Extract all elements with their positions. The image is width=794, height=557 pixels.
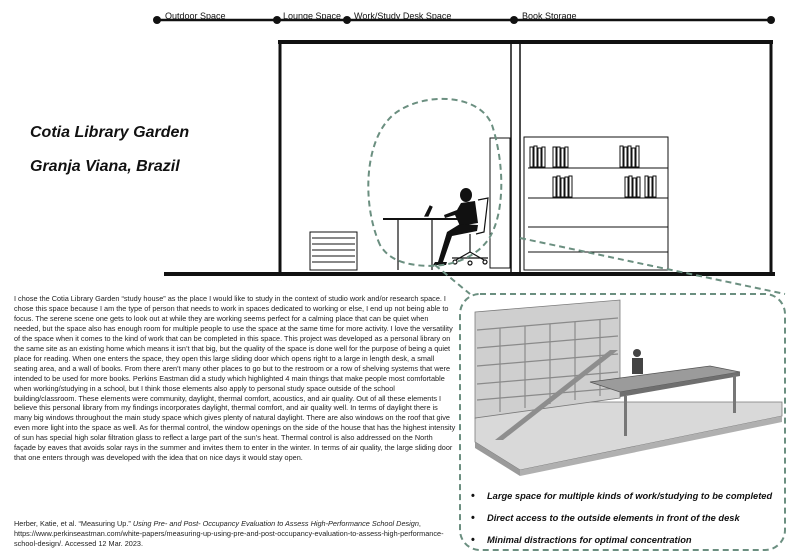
bookshelf-frame — [524, 137, 668, 270]
callout-connector — [435, 265, 470, 294]
books-top-right — [620, 146, 639, 167]
citation — [14, 519, 456, 549]
zone-label-lounge: Lounge Space — [283, 11, 342, 21]
interior-3d-render — [475, 300, 782, 476]
callout-connector — [520, 238, 785, 294]
zone-label-outdoor: Outdoor Space — [165, 11, 226, 21]
zone-label-desk: Work/Study Desk Space — [354, 11, 452, 21]
section-bookshelf — [524, 137, 668, 270]
timeline-marker-end — [767, 16, 775, 24]
feature-bullet: • Large space for multiple kinds of work/studying to be completed — [470, 491, 772, 513]
citation-rest: , https://www.perkinseastman.com/white-papers/measuring-up-using-pre-and-post-occupancy-evaluation-to-assess-high-performance-school-design/. Accessed 12 Mar. 2023. — [14, 519, 444, 548]
timeline-marker-outdoor — [153, 16, 161, 24]
project-title: Cotia Library Garden — [30, 124, 190, 141]
render-desk-leg — [624, 396, 627, 436]
feature-bullet: • Minimal distractions for optimal concentration — [470, 535, 772, 557]
feature-bullet: • Direct access to the outside elements in front of the desk — [470, 513, 772, 535]
timeline-marker-lounge — [273, 16, 281, 24]
laptop-shape — [425, 206, 432, 216]
feature-bullet-list — [470, 491, 772, 557]
render-desk-leg — [733, 375, 736, 413]
citation-title: Using Pre- and Post- Occupancy Evaluation to Assess High-Performance School Design — [132, 519, 419, 528]
lounge-chair — [310, 232, 357, 270]
project-location: Granja Viana, Brazil — [30, 158, 180, 175]
citation-lead: Herber, Katie, et al. “Measuring Up.” — [14, 519, 133, 528]
zone-timeline — [153, 16, 775, 24]
section-drawing — [164, 42, 775, 274]
timeline-marker-books — [510, 16, 518, 24]
person-silhouette — [433, 188, 478, 265]
zone-label-books: Book Storage — [522, 11, 577, 21]
books-middle-right — [625, 176, 656, 197]
books-top-mid — [553, 147, 568, 167]
books-top-left — [530, 146, 545, 167]
timeline-marker-desk — [343, 16, 351, 24]
body-paragraph: I chose the Cotia Library Garden “study house” as the place I would like to study in the context of studio work and/or research space. I chose this space because I am the type of person that needs to work in spaces dedicated to working or else, I end up not being able to focus. The serene scene one gets to look out at while they are working seems perfect for a calming place that can be quiet when needed, but the space also has enough room for multiple people to use the space at the same time for more activity. I love the versatility of the space when it comes to the kind of work that can be completed in this space. This project was developed as a personal library on the same site as an existing home which means it isn’t that big, but the quality of the space is done well for the purpose of being a quiet place for reading. When one enters the space, they open this large sliding door which opens right to a large in length desk, a small seating area, and a wall of books. From there aren’t many other places to go but to the restroom or a row of shelving systems that were intended to be used for more books. Perkins Eastman did a study which highlighted 4 main things that make people most comfortable when working/studying in a school, but I think those elements also apply to personal study space outside of the school building/classroom. These elements were community, daylight, thermal comfort, acoustics, and air quality. Out of all these elements I believe this personal library from my findings incorporates daylight, thermal comfort, and air quality well. In terms of daylight there is many big windows throughout the main study space which gives plenty of natural daylight. There are also windows on the roof that give even more light into the space as well. As for thermal control, the window openings on the side of the house that has the highest intensity of sun has special high solar filtration glass to reflect a large part of the sun’s heat. Thermal control is also addressed on the North façade by eaves that avoids solar rays in the summer and invites them to enter in the winter. In terms of air quality, the large sliding door that one enters through was developed with the idea that on nice days it would stay open. — [14, 294, 456, 463]
books-middle-left — [553, 176, 572, 197]
callout-circle — [368, 99, 501, 266]
render-person — [632, 349, 643, 374]
